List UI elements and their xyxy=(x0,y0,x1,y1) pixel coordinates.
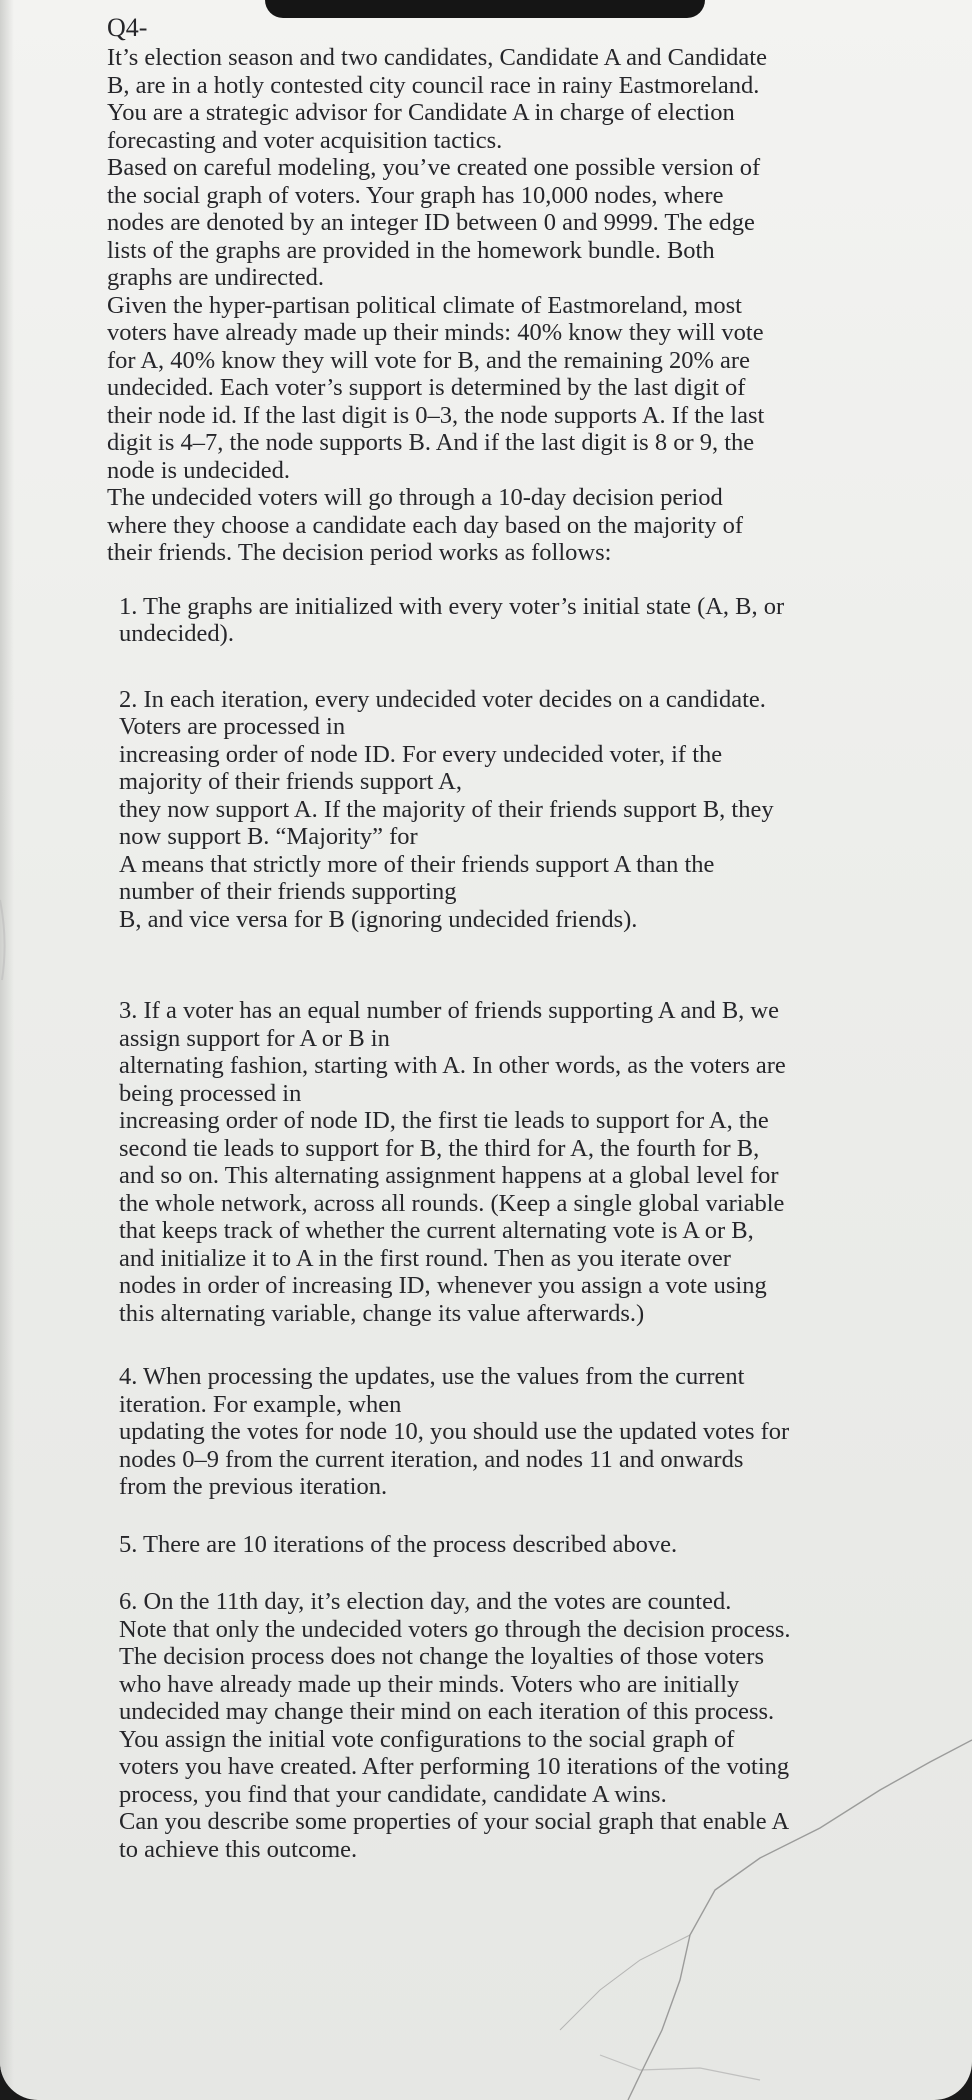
text-line: nodes are denoted by an integer ID between 0 and 9999. The edge xyxy=(107,209,755,236)
text-line: that keeps track of whether the current alternating vote is A or B, xyxy=(119,1217,754,1244)
text-line: A means that strictly more of their friends support A than the xyxy=(119,850,715,878)
text-line: they now support A. If the majority of their friends support B, they xyxy=(119,795,774,823)
text-line: the social graph of voters. Your graph has 10,000 nodes, where xyxy=(107,181,724,209)
text-line: assign support for A or B in xyxy=(119,1024,390,1052)
text-line: increasing order of node ID. For every undecided voter, if the xyxy=(119,740,723,768)
decision-period-paragraph xyxy=(107,484,907,567)
text-line: The decision process does not change the loyalties of those voters xyxy=(119,1643,764,1670)
text-line: 4. When processing the updates, use the values from the current xyxy=(119,1363,745,1390)
text-line: their friends. The decision period works as follows: xyxy=(107,539,612,566)
text-line: Based on careful modeling, you’ve created one possible version of xyxy=(107,154,761,181)
step-5 xyxy=(107,1531,907,1559)
spacer xyxy=(107,1558,907,1588)
text-line: updating the votes for node 10, you should use the updated votes for xyxy=(119,1418,790,1445)
page-left-shadow xyxy=(0,0,14,2100)
spacer xyxy=(107,1501,907,1531)
text-line: undecided may change their mind on each iteration of this process. xyxy=(119,1698,775,1725)
text-line: digit is 4–7, the node supports B. And if the last digit is 8 or 9, the xyxy=(107,429,755,456)
text-line: process, you find that your candidate, candidate A wins. xyxy=(119,1780,667,1808)
text-line: 6. On the 11th day, it’s election day, and the votes are counted. xyxy=(119,1588,732,1615)
step-4 xyxy=(107,1363,907,1501)
text-line: undecided. Each voter’s support is determined by the last digit of xyxy=(107,374,746,401)
text-line: undecided). xyxy=(119,620,234,647)
text-line: The undecided voters will go through a 10-day decision period xyxy=(107,484,723,511)
text-line: who have already made up their minds. Voters who are initially xyxy=(119,1670,740,1698)
text-line: nodes in order of increasing ID, whenever you assign a vote using xyxy=(119,1272,767,1299)
text-line: where they choose a candidate each day based on the majority of xyxy=(107,511,744,539)
modeling-paragraph xyxy=(107,154,907,292)
text-line: now support B. “Majority” for xyxy=(119,823,418,850)
text-line: nodes 0–9 from the current iteration, and nodes 11 and onwards xyxy=(119,1445,744,1473)
text-line: majority of their friends support A, xyxy=(119,768,462,795)
text-line: number of their friends supporting xyxy=(119,878,457,905)
question-id: Q4- xyxy=(107,13,148,42)
text-line: You assign the initial vote configurations to the social graph of xyxy=(119,1725,735,1753)
step-6 xyxy=(107,1588,907,1863)
text-line: node is undecided. xyxy=(107,456,291,484)
text-line: It’s election season and two candidates, Candidate A and Candidate xyxy=(107,44,767,71)
step-3 xyxy=(107,997,907,1327)
text-line: and so on. This alternating assignment happens at a global level for xyxy=(119,1162,779,1189)
text-line: B, are in a hotly contested city council race in rainy Eastmoreland. xyxy=(107,71,760,99)
text-line: this alternating variable, change its value afterwards.) xyxy=(119,1299,645,1327)
text-line: for A, 40% know they will vote for B, and the remaining 20% are xyxy=(107,346,750,374)
spacer xyxy=(107,648,907,686)
text-line: increasing order of node ID, the first tie leads to support for A, the xyxy=(119,1107,769,1134)
text-line: 3. If a voter has an equal number of friends supporting A and B, we xyxy=(119,997,779,1024)
text-line: B, and vice versa for B (ignoring undecided friends). xyxy=(119,905,638,933)
text-line: Note that only the undecided voters go through the decision process. xyxy=(119,1615,791,1643)
spacer xyxy=(107,1327,907,1363)
text-line: their node id. If the last digit is 0–3, the node supports A. If the last xyxy=(107,401,765,429)
text-line: forecasting and voter acquisition tactics. xyxy=(107,126,503,154)
text-line: being processed in xyxy=(119,1079,302,1107)
text-line: alternating fashion, starting with A. In other words, as the voters are xyxy=(119,1052,786,1079)
text-line: Can you describe some properties of your social graph that enable A xyxy=(119,1808,790,1835)
text-line: second tie leads to support for B, the third for A, the fourth for B, xyxy=(119,1134,760,1162)
text-line: to achieve this outcome. xyxy=(119,1835,358,1863)
text-line: and initialize it to A in the first round. Then as you iterate over xyxy=(119,1244,731,1272)
text-line: graphs are undirected. xyxy=(107,264,324,291)
text-line: You are a strategic advisor for Candidate A in charge of election xyxy=(107,99,735,126)
text-line: from the previous iteration. xyxy=(119,1473,388,1500)
question-document xyxy=(107,14,907,1863)
intro-paragraph xyxy=(107,44,907,154)
spacer xyxy=(107,933,907,997)
text-line: 1. The graphs are initialized with every voter’s initial state (A, B, or xyxy=(119,592,785,620)
text-line: voters have already made up their minds: 40% know they will vote xyxy=(107,319,764,346)
text-line: 2. In each iteration, every undecided voter decides on a candidate. xyxy=(119,685,766,713)
step-1 xyxy=(107,593,907,648)
step-2 xyxy=(107,686,907,934)
text-line: the whole network, across all rounds. (Keep a single global variable xyxy=(119,1189,785,1217)
text-line: lists of the graphs are provided in the homework bundle. Both xyxy=(107,236,715,264)
text-line: Voters are processed in xyxy=(119,713,346,740)
climate-paragraph xyxy=(107,292,907,485)
spacer xyxy=(107,567,907,593)
text-line: iteration. For example, when xyxy=(119,1390,402,1418)
text-line: 5. There are 10 iterations of the process described above. xyxy=(119,1530,678,1558)
text-line: voters you have created. After performing 10 iterations of the voting xyxy=(119,1753,790,1780)
text-line: Given the hyper-partisan political climate of Eastmoreland, most xyxy=(107,291,742,319)
